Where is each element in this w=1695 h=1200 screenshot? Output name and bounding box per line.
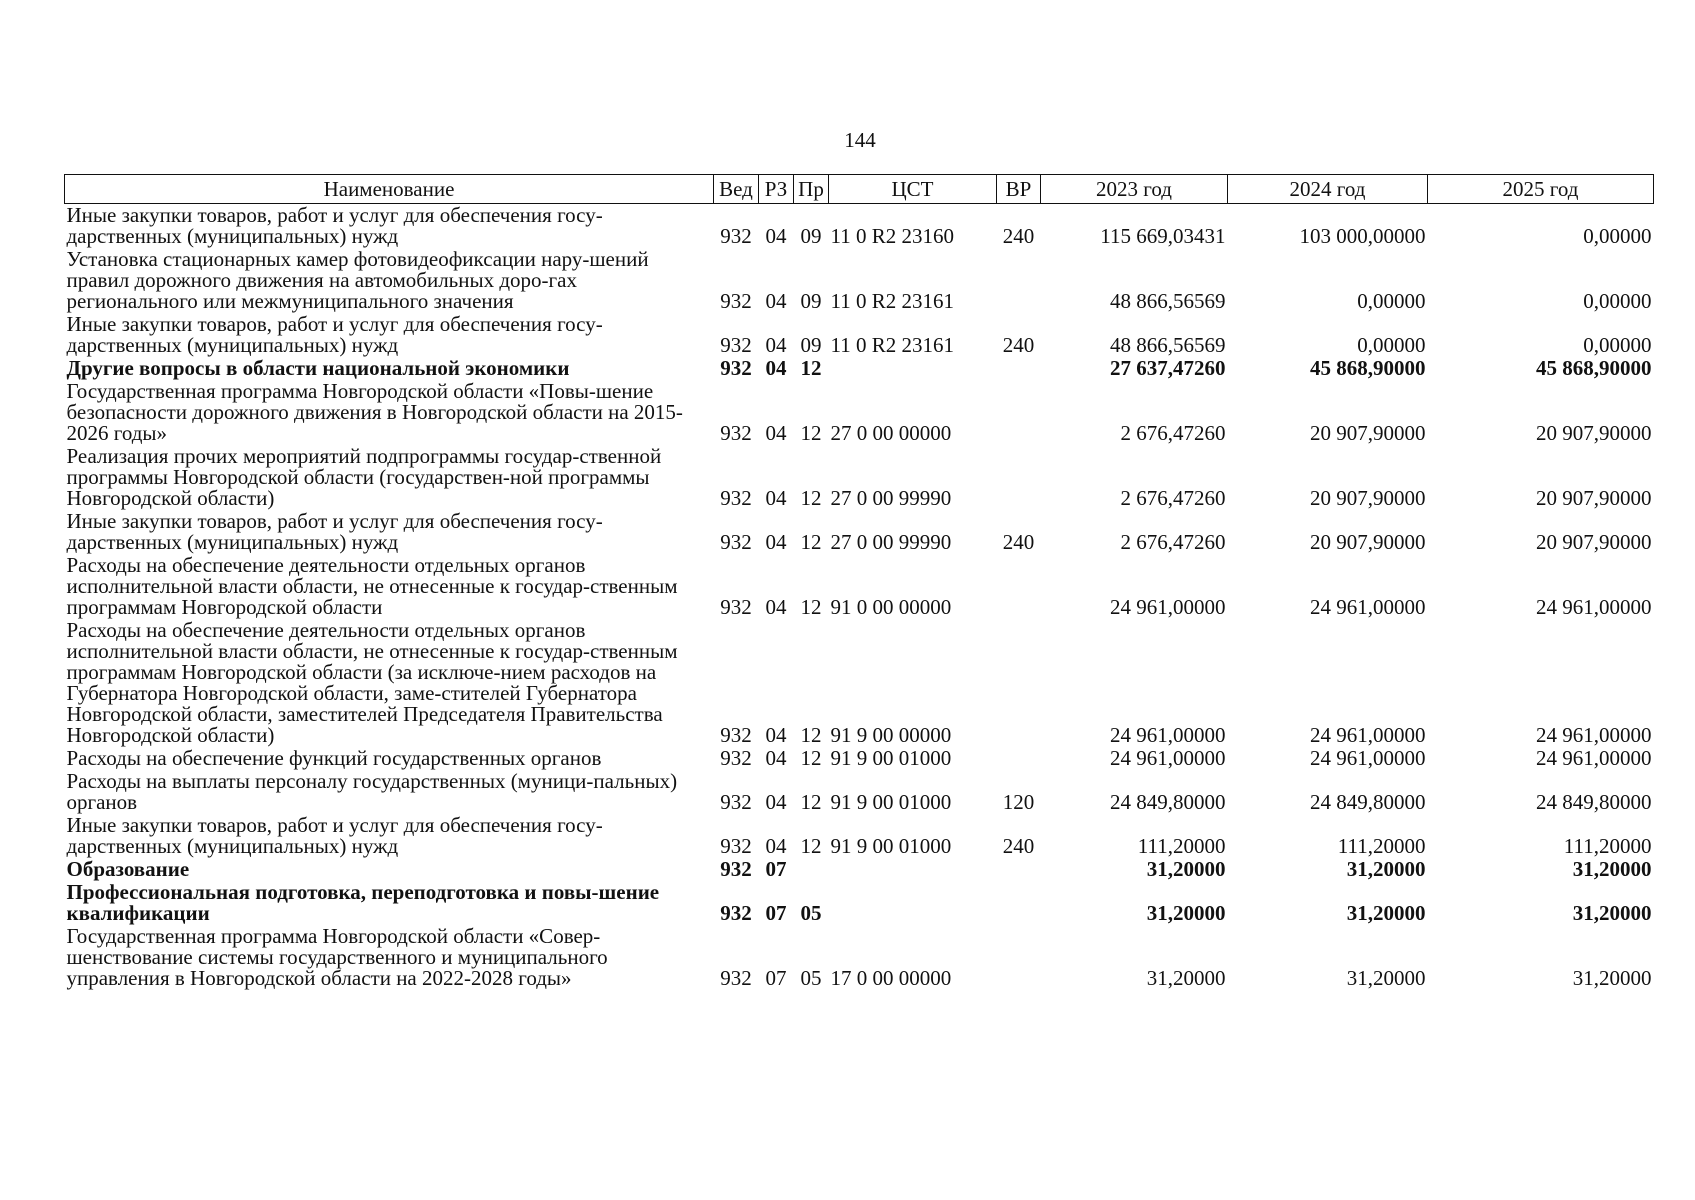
row-2024: 31,20000 <box>1346 901 1426 925</box>
row-pr: 12 <box>800 486 822 510</box>
row-cst: 27 0 00 99990 <box>830 530 952 554</box>
row-2025: 45 868,90000 <box>1536 356 1652 380</box>
row-2025: 20 907,90000 <box>1536 486 1652 510</box>
row-name: Расходы на обеспечение деятельности отдельных органов исполнительной власти области, не отнесенные к государ-ственным программам Новгородской области <box>66 553 678 619</box>
row-name: Расходы на выплаты персоналу государственных (муници-пальных) органов <box>66 769 678 814</box>
row-name: Государственная программа Новгородской области «Совер-шенствование системы государственного и муниципального управления в Новгородской области на 2022-2028 годы» <box>66 924 608 990</box>
row-rz: 04 <box>765 790 787 814</box>
row-pr: 12 <box>800 790 822 814</box>
row-name: Иные закупки товаров, работ и услуг для обеспечения госу-дарственных (муниципальных) нужд <box>66 509 603 554</box>
table-row <box>65 204 1654 249</box>
row-pr: 12 <box>800 421 822 445</box>
row-vr <box>997 445 1041 510</box>
row-rz: 04 <box>765 746 787 770</box>
table-body <box>65 204 1654 991</box>
row-name: Иные закупки товаров, работ и услуг для обеспечения госу-дарственных (муниципальных) нужд <box>66 312 603 357</box>
table-row <box>65 747 1654 770</box>
row-cst: 91 9 00 01000 <box>830 790 952 814</box>
row-cst: 91 9 00 01000 <box>830 746 952 770</box>
row-2025: 24 961,00000 <box>1536 723 1652 747</box>
row-rz: 04 <box>765 595 787 619</box>
row-rz: 04 <box>765 421 787 445</box>
row-2023: 48 866,56569 <box>1110 333 1226 357</box>
row-cst: 17 0 00 00000 <box>830 966 952 990</box>
row-pr: 12 <box>800 530 822 554</box>
row-2024: 111,20000 <box>1337 834 1426 858</box>
row-name: Образование <box>66 857 190 881</box>
row-pr: 12 <box>800 723 822 747</box>
row-ved: 932 <box>720 224 752 248</box>
table-row <box>65 248 1654 313</box>
row-pr: 05 <box>800 901 822 925</box>
row-2023: 31,20000 <box>1146 966 1226 990</box>
row-vr: 240 <box>1002 530 1035 554</box>
row-vr <box>997 925 1041 990</box>
row-cst <box>829 357 997 380</box>
row-pr: 09 <box>800 224 822 248</box>
row-vr: 240 <box>1002 224 1035 248</box>
table-row <box>65 510 1654 554</box>
row-2023: 48 866,56569 <box>1110 289 1226 313</box>
table-row <box>65 380 1654 445</box>
row-2023: 111,20000 <box>1137 834 1226 858</box>
row-pr: 05 <box>800 966 822 990</box>
row-ved: 932 <box>720 746 752 770</box>
row-pr: 12 <box>800 746 822 770</box>
page-number: 144 <box>844 128 876 152</box>
row-2024: 20 907,90000 <box>1310 486 1426 510</box>
table-row <box>65 313 1654 357</box>
row-vr: 240 <box>1002 834 1035 858</box>
row-cst: 27 0 00 99990 <box>830 486 952 510</box>
header-2023: 2023 год <box>1041 175 1228 204</box>
row-2025: 24 849,80000 <box>1536 790 1652 814</box>
table-row <box>65 554 1654 619</box>
table-row <box>65 445 1654 510</box>
row-rz: 07 <box>765 857 787 881</box>
row-pr: 12 <box>800 595 822 619</box>
row-vr <box>997 881 1041 925</box>
row-rz: 04 <box>765 356 787 380</box>
row-2025: 31,20000 <box>1572 966 1652 990</box>
row-name: Профессиональная подготовка, переподготовка и повы-шение квалификации <box>66 880 660 925</box>
row-ved: 932 <box>720 530 752 554</box>
header-cst: ЦСТ <box>829 175 997 204</box>
header-2025: 2025 год <box>1428 175 1654 204</box>
table-header <box>65 175 1654 204</box>
row-2024: 0,00000 <box>1357 289 1426 313</box>
row-vr <box>997 248 1041 313</box>
row-ved: 932 <box>720 333 752 357</box>
header-name: Наименование <box>65 175 714 204</box>
row-rz: 04 <box>765 289 787 313</box>
row-cst: 27 0 00 00000 <box>830 421 952 445</box>
row-2023: 27 637,47260 <box>1110 356 1226 380</box>
row-2023: 24 961,00000 <box>1110 723 1226 747</box>
row-2024: 31,20000 <box>1346 857 1426 881</box>
row-ved: 932 <box>720 421 752 445</box>
row-ved: 932 <box>720 289 752 313</box>
row-ved: 932 <box>720 723 752 747</box>
row-rz: 04 <box>765 224 787 248</box>
row-vr: 240 <box>1002 333 1035 357</box>
row-cst: 11 0 R2 23161 <box>830 289 954 313</box>
row-name: Расходы на обеспечение функций государственных органов <box>66 746 602 770</box>
row-2025: 24 961,00000 <box>1536 595 1652 619</box>
row-2023: 24 961,00000 <box>1110 595 1226 619</box>
row-2024: 24 961,00000 <box>1310 723 1426 747</box>
row-cst: 91 0 00 00000 <box>830 595 952 619</box>
row-rz: 04 <box>765 834 787 858</box>
row-vr <box>997 380 1041 445</box>
row-2024: 20 907,90000 <box>1310 530 1426 554</box>
row-2025: 111,20000 <box>1563 834 1652 858</box>
row-2023: 115 669,03431 <box>1100 224 1226 248</box>
row-cst: 11 0 R2 23160 <box>830 224 954 248</box>
row-ved: 932 <box>720 790 752 814</box>
row-name: Расходы на обеспечение деятельности отдельных органов исполнительной власти области, не отнесенные к государ-ственным программам Новгородской области (за исключе-нием расходов на Губернатора Новгородской области, заме-стителей Губернатора Новгородской области, заместителей Председателя Правительства Новгородской области) <box>66 618 678 747</box>
row-2023: 31,20000 <box>1146 901 1226 925</box>
row-2025: 0,00000 <box>1583 333 1652 357</box>
table-row <box>65 858 1654 881</box>
budget-table <box>64 174 1654 990</box>
header-vr: ВР <box>997 175 1041 204</box>
table-row <box>65 357 1654 380</box>
row-vr <box>997 619 1041 747</box>
row-2025: 20 907,90000 <box>1536 530 1652 554</box>
row-2024: 31,20000 <box>1346 966 1426 990</box>
row-vr <box>997 554 1041 619</box>
row-ved: 932 <box>720 834 752 858</box>
row-2023: 31,20000 <box>1146 857 1226 881</box>
row-rz: 04 <box>765 530 787 554</box>
row-pr: 12 <box>800 834 822 858</box>
row-ved: 932 <box>720 356 752 380</box>
table-row <box>65 814 1654 858</box>
row-vr: 120 <box>1002 790 1035 814</box>
row-name: Установка стационарных камер фотовидеофиксации нару-шений правил дорожного движения на автомобильных доро-гах регионального или межмуниципального значения <box>66 247 649 313</box>
row-pr <box>794 858 829 881</box>
row-2025: 0,00000 <box>1583 289 1652 313</box>
row-ved: 932 <box>720 901 752 925</box>
row-cst: 91 9 00 01000 <box>830 834 952 858</box>
row-pr: 09 <box>800 289 822 313</box>
row-ved: 932 <box>720 486 752 510</box>
row-2023: 24 961,00000 <box>1110 746 1226 770</box>
row-2025: 0,00000 <box>1583 224 1652 248</box>
row-2024: 24 961,00000 <box>1310 595 1426 619</box>
row-2025: 31,20000 <box>1572 857 1652 881</box>
row-2023: 2 676,47260 <box>1120 530 1226 554</box>
row-2024: 24 961,00000 <box>1310 746 1426 770</box>
row-cst <box>829 881 997 925</box>
header-ved: Вед <box>714 175 759 204</box>
row-2025: 20 907,90000 <box>1536 421 1652 445</box>
row-name: Реализация прочих мероприятий подпрограммы государ-ственной программы Новгородской области (государствен-ной программы Новгородской области) <box>66 444 662 510</box>
table-row <box>65 881 1654 925</box>
row-ved: 932 <box>720 966 752 990</box>
row-name: Государственная программа Новгородской области «Повы-шение безопасности дорожного движения в Новгородской области на 2015-2026 годы» <box>66 379 683 445</box>
row-cst: 91 9 00 00000 <box>830 723 952 747</box>
row-name: Другие вопросы в области национальной экономики <box>66 356 570 380</box>
row-2024: 20 907,90000 <box>1310 421 1426 445</box>
row-name: Иные закупки товаров, работ и услуг для обеспечения госу-дарственных (муниципальных) нужд <box>66 813 603 858</box>
header-2024: 2024 год <box>1228 175 1428 204</box>
row-2024: 0,00000 <box>1357 333 1426 357</box>
row-ved: 932 <box>720 857 752 881</box>
row-rz: 04 <box>765 723 787 747</box>
header-pr: Пр <box>794 175 829 204</box>
row-2023: 2 676,47260 <box>1120 486 1226 510</box>
row-rz: 07 <box>765 966 787 990</box>
row-cst <box>829 858 997 881</box>
row-2024: 45 868,90000 <box>1310 356 1426 380</box>
row-vr <box>997 858 1041 881</box>
row-vr <box>997 357 1041 380</box>
row-2024: 103 000,00000 <box>1299 224 1426 248</box>
table-row <box>65 619 1654 747</box>
header-rz: РЗ <box>759 175 794 204</box>
row-2023: 24 849,80000 <box>1110 790 1226 814</box>
row-rz: 04 <box>765 486 787 510</box>
row-2023: 2 676,47260 <box>1120 421 1226 445</box>
table-row <box>65 770 1654 814</box>
row-rz: 07 <box>765 901 787 925</box>
table-row <box>65 925 1654 990</box>
row-2025: 31,20000 <box>1572 901 1652 925</box>
row-pr: 09 <box>800 333 822 357</box>
row-cst: 11 0 R2 23161 <box>830 333 954 357</box>
row-vr <box>997 747 1041 770</box>
row-name: Иные закупки товаров, работ и услуг для обеспечения госу-дарственных (муниципальных) нужд <box>66 203 603 248</box>
row-2024: 24 849,80000 <box>1310 790 1426 814</box>
row-ved: 932 <box>720 595 752 619</box>
row-pr: 12 <box>800 356 822 380</box>
row-rz: 04 <box>765 333 787 357</box>
row-2025: 24 961,00000 <box>1536 746 1652 770</box>
